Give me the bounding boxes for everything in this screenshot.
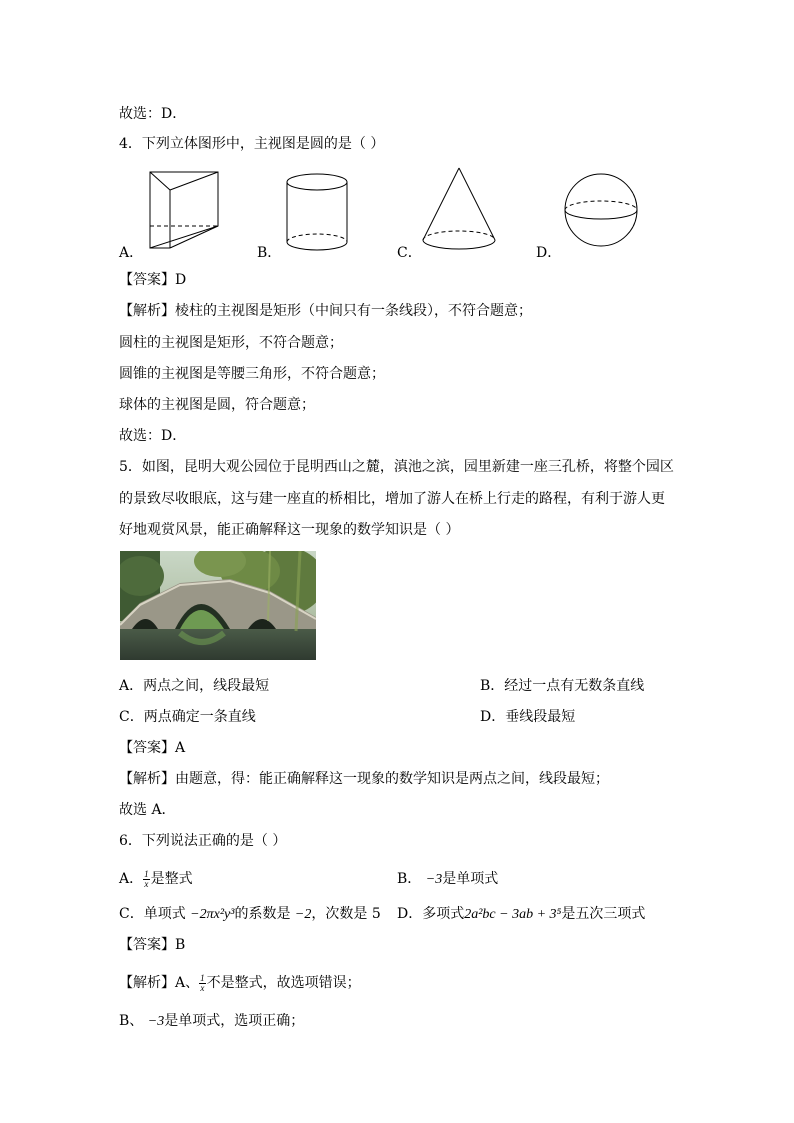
question-4: 4．下列立体图形中，主视图是圆的是（ ） — [119, 136, 385, 152]
q4-explanation-4: 球体的主视图是圆，符合题意； — [119, 397, 315, 413]
q5-option-c: C．两点确定一条直线 — [119, 709, 256, 725]
question-5-line-1: 5．如图，昆明大观公园位于昆明西山之麓，滇池之滨，园里新建一座三孔桥，将整个园区 — [119, 459, 674, 475]
q6-option-b: B． −3是单项式 — [397, 871, 499, 887]
q4-explanation-1: 【解析】棱柱的主视图是矩形（中间只有一条线段），不符合题意； — [119, 303, 532, 319]
q6-option-d: D．多项式2a²bc − 3ab + 3⁵是五次三项式 — [397, 906, 646, 922]
fraction-one-over-x: $\frac{1}{x}$ — [200, 972, 205, 993]
question-5-line-2: 的景致尽收眼底，这与建一座直的桥相比，增加了游人在桥上行走的路程，有利于游人更 — [119, 491, 665, 507]
cylinder-figure — [284, 170, 350, 254]
q4-option-d: D． — [536, 245, 562, 261]
sphere-figure — [562, 172, 640, 248]
q5-conclusion: 故选 A． — [119, 802, 176, 818]
q4-answer: 【答案】D — [119, 272, 187, 288]
q6-option-a: A． $\frac{1}{x}$ 是整式 — [119, 868, 193, 889]
q6-explanation-a: 【解析】A、 $\frac{1}{x}$ 不是整式，故选项错误； — [119, 972, 361, 993]
q5-option-a: A．两点之间，线段最短 — [119, 678, 270, 694]
q5-option-b: B．经过一点有无数条直线 — [480, 678, 645, 694]
cone-figure — [420, 166, 498, 254]
triangular-prism-figure — [148, 168, 220, 252]
bridge-photo — [120, 551, 316, 660]
question-5-line-3: 好地观赏风景，能正确解释这一现象的数学知识是（ ） — [119, 522, 460, 538]
q6-explanation-b: B、 −3是单项式，选项正确； — [119, 1013, 305, 1029]
q6-option-a-label: A． — [119, 871, 144, 887]
q6-option-c: C．单项式 −2πx²y³的系数是 −2，次数是 5 — [119, 906, 381, 922]
q4-conclusion: 故选：D． — [119, 428, 187, 444]
q5-answer: 【答案】A — [119, 740, 186, 756]
q5-explanation: 【解析】由题意，得：能正确解释这一现象的数学知识是两点之间，线段最短； — [119, 771, 609, 787]
fraction-one-over-x: $\frac{1}{x}$ — [144, 868, 149, 889]
q4-explanation-2: 圆柱的主视图是矩形，不符合题意； — [119, 335, 343, 351]
q4-explanation-3: 圆锥的主视图是等腰三角形，不符合题意； — [119, 366, 385, 382]
conclusion-line: 故选：D． — [119, 106, 187, 122]
q5-option-d: D．垂线段最短 — [480, 709, 576, 725]
q4-option-a: A． — [119, 245, 144, 261]
q4-option-c: C． — [397, 245, 422, 261]
question-6: 6．下列说法正确的是（ ） — [119, 833, 287, 849]
q4-option-b: B． — [257, 245, 282, 261]
q6-answer: 【答案】B — [119, 937, 186, 953]
